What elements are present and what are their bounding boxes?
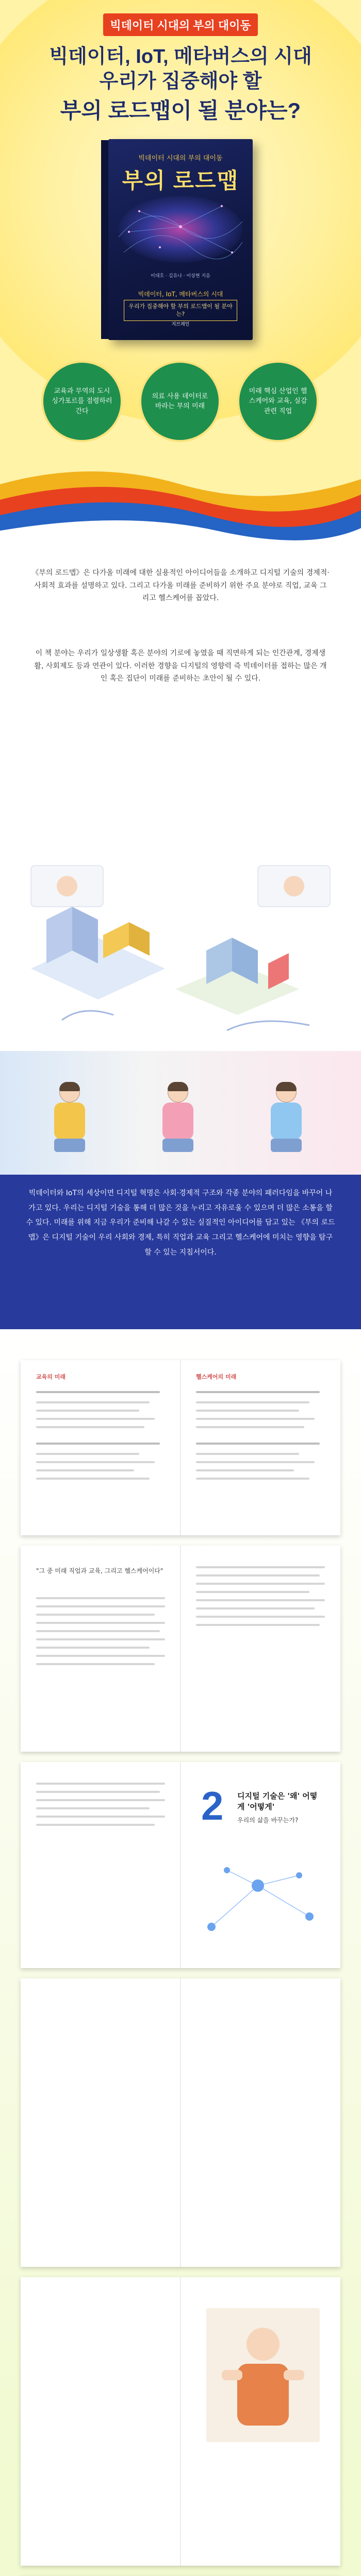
headline-line-2: 우리가 집중해야 할 xyxy=(99,71,262,92)
intro-paragraph-2: 이 책 분야는 우리가 일상생활 혹은 분야의 기로에 놓였을 때 직면하게 되는 인간관계, 경제생활, 사회제도 등과 연관이 있다. 이러한 경향을 디지털의 영향력 즉 빅데이터를 접하는 많은 개인 혹은 집단이 미래를 준비하는 초안이 될 수 있다. xyxy=(34,649,327,683)
badge-1: 교육과 무역의 도시 싱가포르를 점령하러 간다 xyxy=(41,361,123,442)
figure-illustration xyxy=(206,2308,320,2442)
top-ribbon xyxy=(103,13,258,36)
headline-line-1: 빅데이터, IoT, 메타버스의 시대 xyxy=(49,46,312,67)
network-illustration xyxy=(108,191,253,268)
book-highlight-box: 우리가 집중해야 할 부의 로드맵이 될 분야는? xyxy=(124,300,237,321)
child-illustration-1 xyxy=(46,1082,93,1154)
spread-toc xyxy=(21,1360,340,1535)
chapter-title: 디지털 기술은 '왜' 어떻게 '어떻게' xyxy=(237,1791,318,1811)
page-preview-section xyxy=(0,1329,361,2576)
toc-left-heading: 교육의 미래 xyxy=(36,1374,65,1380)
chapter-number: 2 xyxy=(201,1783,224,1828)
toc-right-heading: 헬스케어의 미래 xyxy=(196,1374,237,1380)
spread-text-1 xyxy=(21,1978,340,2267)
intro-section xyxy=(0,546,361,835)
badge-3: 미래 핵심 산업인 헬스케어와 교육, 실감 관련 직업 xyxy=(237,361,319,442)
hero-section xyxy=(0,0,361,546)
book-spine xyxy=(101,140,108,339)
chapter-title-box xyxy=(201,1783,318,1834)
chapter-subtitle: 우리의 삶을 바꾸는가? xyxy=(237,1817,299,1824)
ribbon-text: 빅데이터 시대의 부의 대이동 xyxy=(110,19,251,32)
network-diagram xyxy=(196,1855,330,1947)
child-illustration-3 xyxy=(263,1082,309,1154)
book-title: 부의 로드맵 xyxy=(122,168,239,193)
book-cover xyxy=(108,139,253,340)
isometric-city-illustration xyxy=(0,835,361,1051)
book-highlight: 빅데이터, IoT, 메타버스의 시대 xyxy=(138,291,223,298)
book-subtitle: 빅데이터 시대의 부의 대이동 xyxy=(138,155,223,162)
summary-paragraph: 빅데이터와 IoT의 세상이면 디지털 혁명은 사회·경제적 구조와 각종 분야의 패러다임을 바꾸어 나가고 있다. 우리는 디지털 기술을 통해 더 많은 것을 누리고 자유로울 수 있으며 더 많은 소통을 할 수 있다. 미래를 위해 지금 우리가 준비해 나갈 수 있는 실질적인 아이디어를 담고 있는 《부의 로드맵》은 디지털 기술이 우리 사회와 경제, 특히 직업과 교육 그리고 헬스케어에 미치는 영향을 탐구할 수 있는 지침서이다. xyxy=(26,1189,335,1257)
headline-line-3: 부의 로드맵이 될 분야는? xyxy=(60,98,301,123)
badge-2: 의료 사용 데이터로 바라는 부의 미래 xyxy=(139,361,221,442)
spread-chapter xyxy=(21,1762,340,1968)
colorful-wave xyxy=(0,453,361,546)
spread-quote xyxy=(21,1546,340,1752)
spread-text-2 xyxy=(21,2277,340,2566)
illustration-section xyxy=(0,835,361,1051)
book-publisher: 지브레인 xyxy=(171,322,190,327)
book-authors: 이대호 · 김유나 · 이상현 지음 xyxy=(151,274,210,279)
summary-section xyxy=(0,1175,361,1329)
child-illustration-2 xyxy=(155,1082,201,1154)
spread-quote-text: "그 중 미래 직업과 교육, 그리고 헬스케어이다" xyxy=(36,1567,163,1574)
children-band xyxy=(0,1051,361,1175)
intro-paragraph-1: 《부의 로드맵》은 다가올 미래에 대한 실용적인 아이디어들을 소개하고 디지털 기술의 경제적·사회적 효과를 설명하고 있다. 그리고 다가올 미래를 준비하기 위한 주요 분야로 직업, 교육 그리고 헬스케어를 꼽았다. xyxy=(31,569,330,602)
